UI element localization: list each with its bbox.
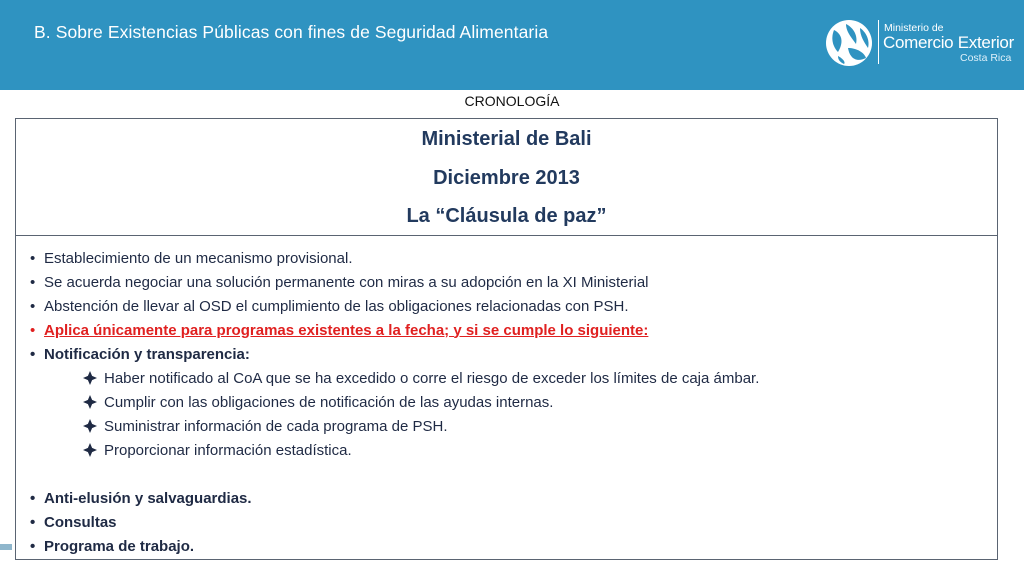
list-item-highlight <box>30 318 648 342</box>
sub-list-item <box>80 366 759 390</box>
list-item-text: Programa de trabajo. <box>44 537 195 555</box>
list-item-text: Abstención de llevar al OSD el cumplimiento de las obligaciones relacionadas con PSH. <box>44 297 629 315</box>
list-item-text: Consultas <box>44 513 117 531</box>
diamond-bullet-icon <box>80 370 100 386</box>
logo-ministry-name: Comercio Exterior <box>883 33 1014 52</box>
list-item <box>30 486 252 510</box>
list-item <box>30 246 353 270</box>
list-item-text: Se acuerda negociar una solución permanente con miras a su adopción en la XI Ministerial <box>44 273 649 291</box>
bullet-glyph: • <box>30 249 36 267</box>
heading-date: Diciembre 2013 <box>433 167 580 189</box>
chronology-table <box>15 118 998 560</box>
list-item <box>30 294 628 318</box>
table-heading <box>16 119 997 236</box>
slide-title: B. Sobre Existencias Públicas con fines de Seguridad Alimentaria <box>34 22 549 42</box>
list-item-text: Anti-elusión y salvaguardias. <box>44 489 252 507</box>
list-item <box>30 510 117 534</box>
list-item-text: Establecimiento de un mecanismo provisional. <box>44 249 353 267</box>
logo-country: Costa Rica <box>960 52 1012 64</box>
bullet-glyph: • <box>30 345 36 363</box>
bullet-glyph: • <box>30 321 36 339</box>
bullet-glyph: • <box>30 297 36 315</box>
diamond-bullet-icon <box>80 394 100 410</box>
list-item <box>30 270 649 294</box>
sub-list-item-text: Haber notificado al CoA que se ha excedido o corre el riesgo de exceder los límites de caja ámbar. <box>104 369 760 387</box>
heading-clause: La “Cláusula de paz” <box>406 205 607 227</box>
list-item-text: Aplica únicamente para programas existentes a la fecha; y si se cumple lo siguiente: <box>44 321 649 339</box>
logo-divider <box>878 20 879 64</box>
sub-list-item <box>80 414 448 438</box>
list-item-text: Notificación y transparencia: <box>44 345 250 363</box>
list-item <box>30 534 194 558</box>
heading-event: Ministerial de Bali <box>421 128 592 150</box>
sub-list-item-text: Suministrar información de cada programa de PSH. <box>104 417 448 435</box>
sub-list-item <box>80 390 553 414</box>
sub-list-item <box>80 438 352 462</box>
bullet-glyph: • <box>30 273 36 291</box>
ministry-logo <box>824 16 1014 72</box>
logo-ministry-label: Ministerio de <box>884 22 944 34</box>
header-band <box>0 0 1024 90</box>
section-label: CRONOLOGÍA <box>464 93 560 109</box>
globe-icon <box>824 18 874 68</box>
diamond-bullet-icon <box>80 442 100 458</box>
diamond-bullet-icon <box>80 418 100 434</box>
sub-list-item-text: Cumplir con las obligaciones de notificación de las ayudas internas. <box>104 393 554 411</box>
sub-list-item-text: Proporcionar información estadística. <box>104 441 352 459</box>
bullet-glyph: • <box>30 537 36 555</box>
corner-decoration <box>0 544 12 550</box>
bullet-glyph: • <box>30 513 36 531</box>
list-item <box>30 342 250 366</box>
bullet-glyph: • <box>30 489 36 507</box>
